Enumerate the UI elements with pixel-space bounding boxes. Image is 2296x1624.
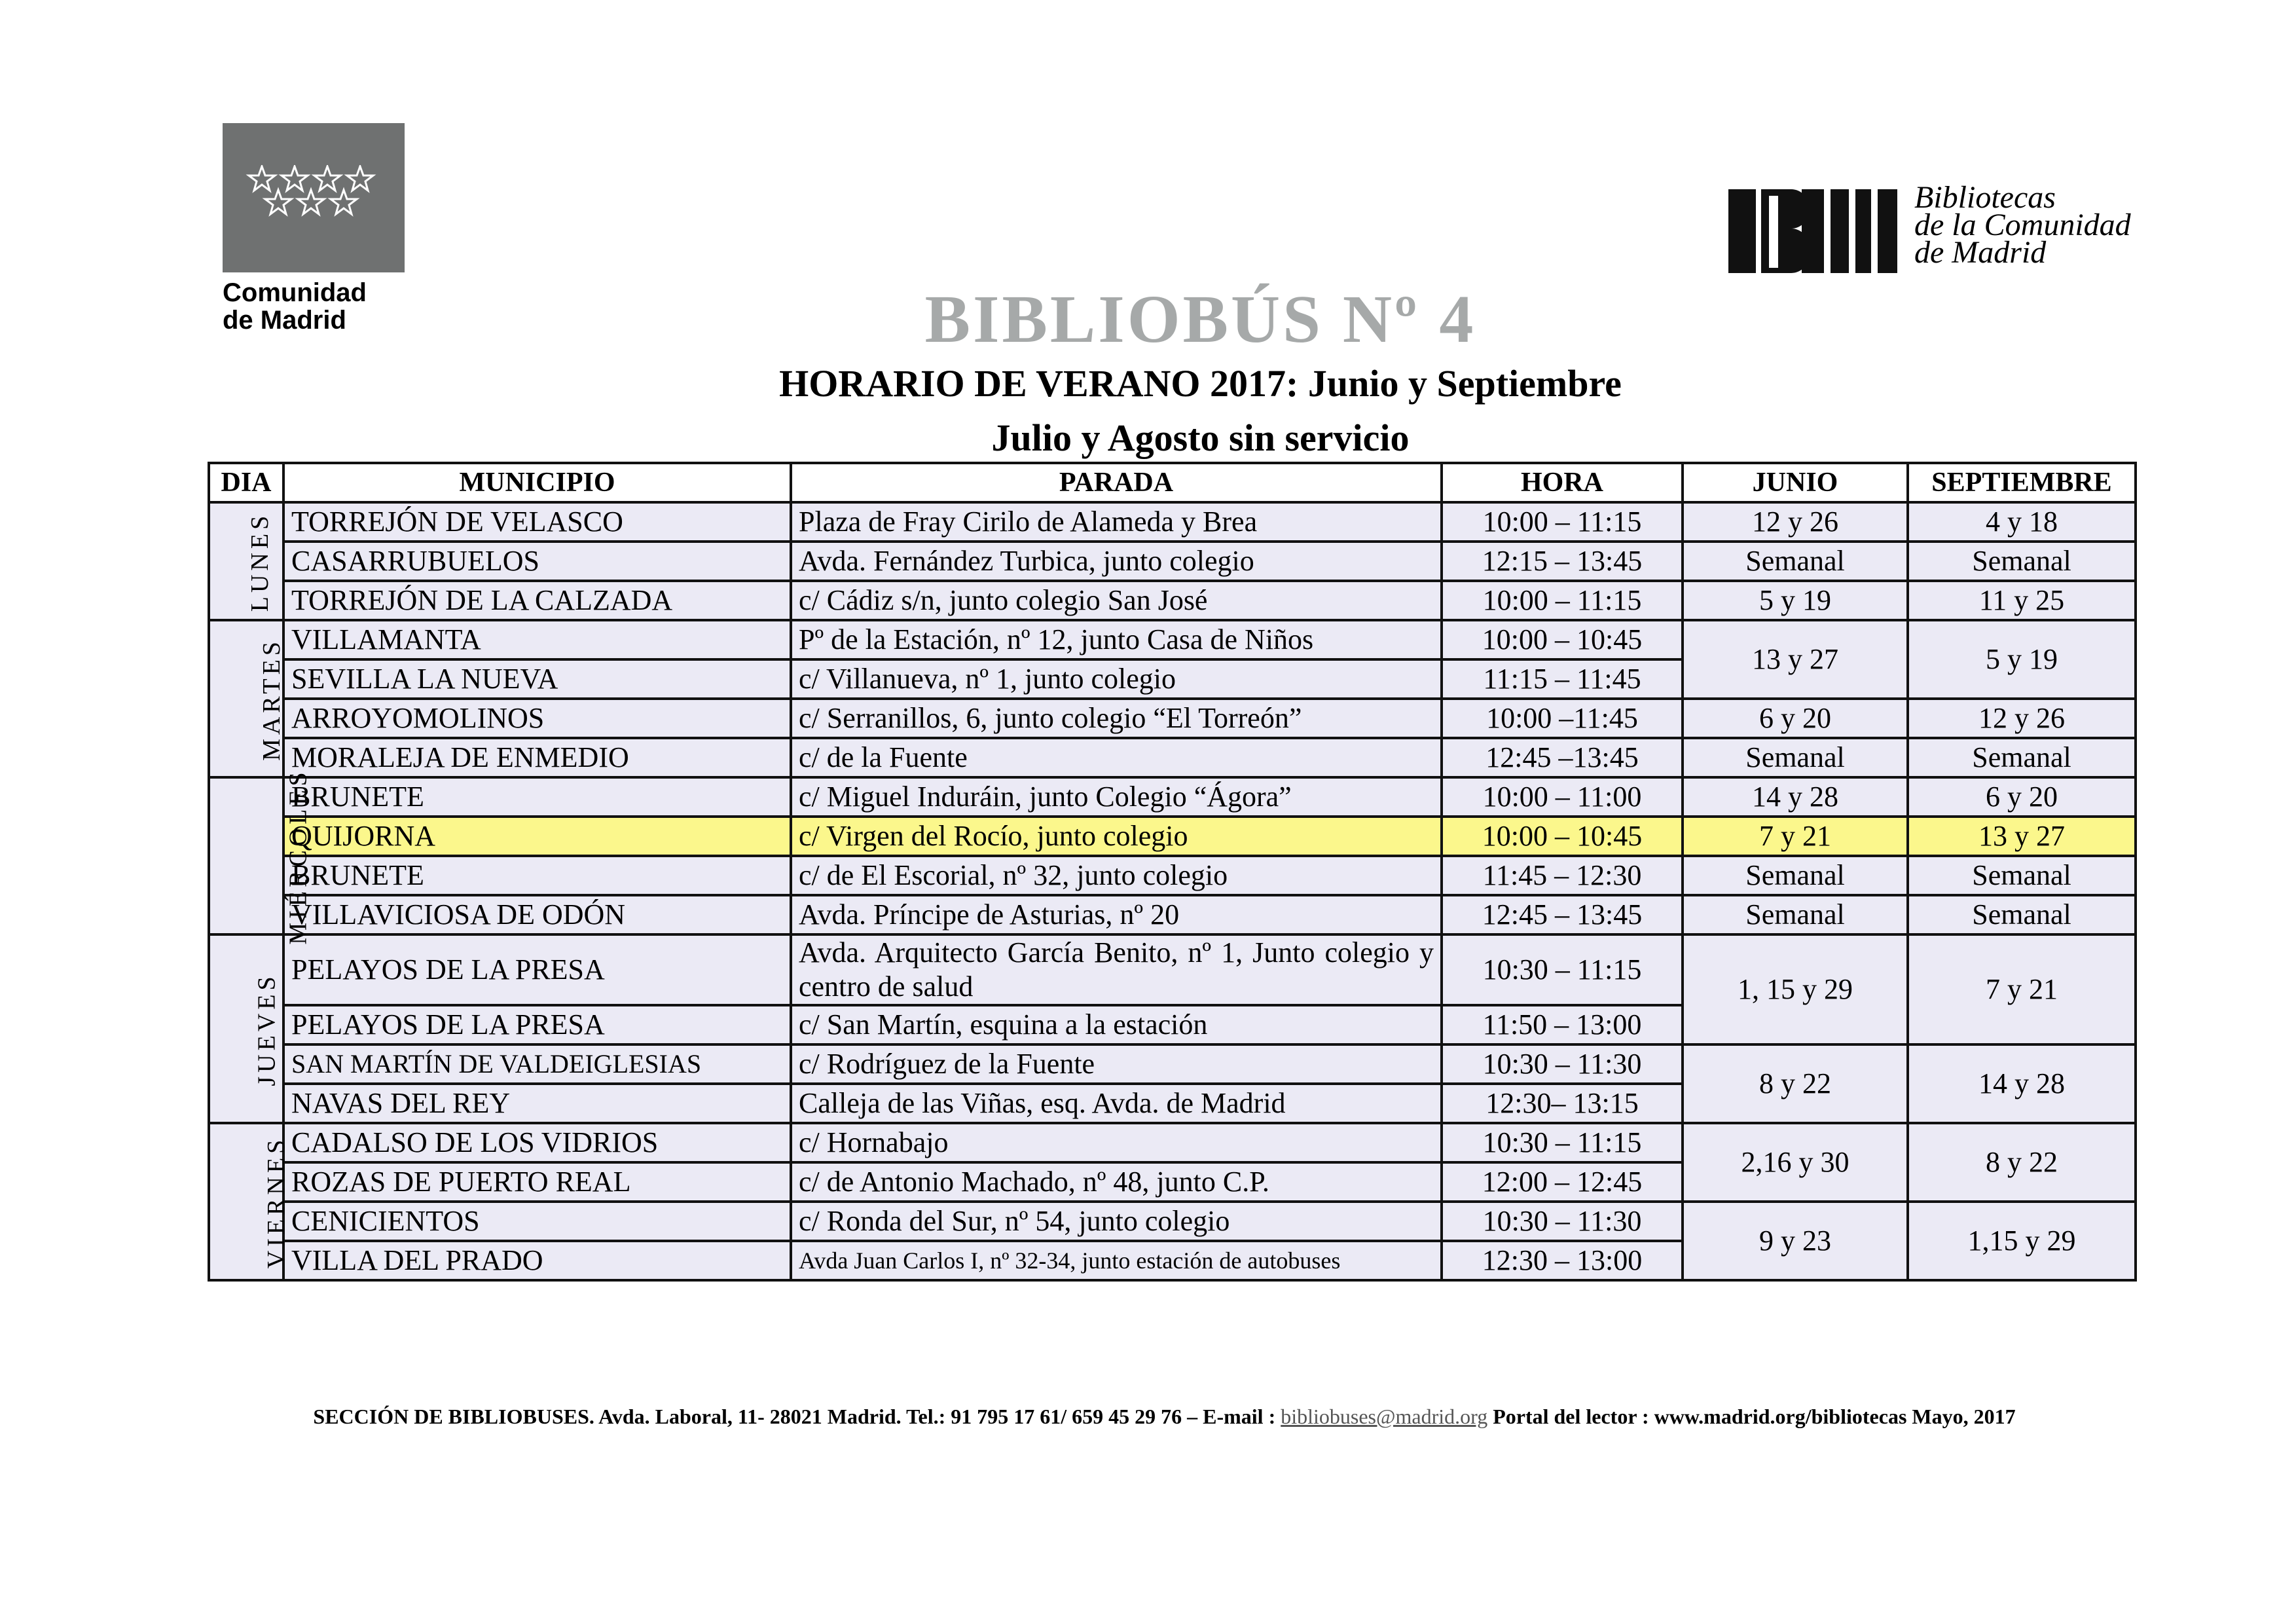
table-row bbox=[209, 620, 2136, 659]
hora-cell: 10:00 – 11:15 bbox=[1442, 581, 1683, 620]
column-header: DIA bbox=[209, 463, 283, 502]
septiembre-cell: 14 y 28 bbox=[1908, 1044, 2136, 1123]
junio-cell: 5 y 19 bbox=[1683, 581, 1908, 620]
septiembre-cell: 1,15 y 29 bbox=[1908, 1202, 2136, 1280]
brand-text bbox=[1914, 180, 2131, 270]
municipio-cell: CASARRUBUELOS bbox=[283, 542, 791, 581]
municipio-cell: SEVILLA LA NUEVA bbox=[283, 659, 791, 699]
day-cell bbox=[209, 934, 283, 1123]
hora-cell: 10:30 – 11:30 bbox=[1442, 1202, 1683, 1241]
municipio-cell: NAVAS DEL REY bbox=[283, 1084, 791, 1123]
footer bbox=[0, 1405, 2296, 1429]
table-row bbox=[209, 777, 2136, 817]
septiembre-cell: 8 y 22 bbox=[1908, 1123, 2136, 1202]
table-row bbox=[209, 738, 2136, 777]
junio-cell: 1, 15 y 29 bbox=[1683, 934, 1908, 1044]
brand-line2: de la Comunidad bbox=[1914, 208, 2131, 242]
parada-cell: c/ San Martín, esquina a la estación bbox=[791, 1005, 1442, 1044]
junio-cell: 8 y 22 bbox=[1683, 1044, 1908, 1123]
hora-cell: 12:15 – 13:45 bbox=[1442, 542, 1683, 581]
parada-cell: c/ Virgen del Rocío, junto colegio bbox=[791, 817, 1442, 856]
parada-cell: Avda. Fernández Turbica, junto colegio bbox=[791, 542, 1442, 581]
septiembre-cell: 12 y 26 bbox=[1908, 699, 2136, 738]
municipio-cell: CADALSO DE LOS VIDRIOS bbox=[283, 1123, 791, 1162]
document-title: BIBLIOBÚS Nº 4 bbox=[924, 282, 1476, 357]
parada-cell: Plaza de Fray Cirilo de Alameda y Brea bbox=[791, 502, 1442, 542]
org-name-line2: de Madrid bbox=[223, 306, 346, 335]
municipio-cell: ARROYOMOLINOS bbox=[283, 699, 791, 738]
day-cell bbox=[209, 620, 283, 777]
municipio-cell: ROZAS DE PUERTO REAL bbox=[283, 1162, 791, 1202]
hora-cell: 10:30 – 11:30 bbox=[1442, 1044, 1683, 1084]
parada-cell: Avda. Arquitecto García Benito, nº 1, Junto colegio y centro de salud bbox=[791, 934, 1442, 1005]
bibliotecas-logo bbox=[1728, 180, 2131, 278]
bibliotecas-mark-icon bbox=[1728, 187, 1899, 276]
junio-cell: 13 y 27 bbox=[1683, 620, 1908, 699]
org-name-line1: Comunidad bbox=[223, 278, 367, 307]
hora-cell: 10:00 –11:45 bbox=[1442, 699, 1683, 738]
column-header: JUNIO bbox=[1683, 463, 1908, 502]
municipio-cell: VILLAMANTA bbox=[283, 620, 791, 659]
municipio-cell: SAN MARTÍN DE VALDEIGLESIAS bbox=[283, 1044, 791, 1084]
parada-cell: c/ Cádiz s/n, junto colegio San José bbox=[791, 581, 1442, 620]
municipio-cell: PELAYOS DE LA PRESA bbox=[283, 934, 791, 1005]
day-label: JUEVES bbox=[253, 972, 281, 1086]
septiembre-cell: Semanal bbox=[1908, 895, 2136, 934]
municipio-cell: TORREJÓN DE VELASCO bbox=[283, 502, 791, 542]
column-header: SEPTIEMBRE bbox=[1908, 463, 2136, 502]
footer-section: SECCIÓN DE BIBLIOBUSES. Avda. Laboral, 11- 28021 Madrid. Tel.: 91 795 17 61/ 659 45 29 76 – E-mail : bbox=[313, 1405, 1281, 1428]
table-row bbox=[209, 502, 2136, 542]
table-row bbox=[209, 1044, 2136, 1084]
day-cell bbox=[209, 768, 312, 945]
septiembre-cell: Semanal bbox=[1908, 738, 2136, 777]
septiembre-cell: 7 y 21 bbox=[1908, 934, 2136, 1044]
brand-line3: de Madrid bbox=[1914, 235, 2047, 270]
schedule-table bbox=[208, 462, 2137, 1282]
junio-cell: 7 y 21 bbox=[1683, 817, 1908, 856]
septiembre-cell: 13 y 27 bbox=[1908, 817, 2136, 856]
table-row bbox=[209, 895, 2136, 934]
septiembre-cell: 4 y 18 bbox=[1908, 502, 2136, 542]
table-header-row bbox=[209, 463, 2136, 502]
hora-cell: 10:00 – 10:45 bbox=[1442, 620, 1683, 659]
table-row bbox=[209, 542, 2136, 581]
table-row bbox=[209, 699, 2136, 738]
municipio-cell: PELAYOS DE LA PRESA bbox=[283, 1005, 791, 1044]
parada-cell: c/ de Antonio Machado, nº 48, junto C.P. bbox=[791, 1162, 1442, 1202]
parada-cell: Avda Juan Carlos I, nº 32-34, junto estación de autobuses bbox=[791, 1241, 1442, 1280]
junio-cell: 12 y 26 bbox=[1683, 502, 1908, 542]
parada-cell: c/ Villanueva, nº 1, junto colegio bbox=[791, 659, 1442, 699]
day-cell bbox=[209, 1123, 291, 1280]
septiembre-cell: 5 y 19 bbox=[1908, 620, 2136, 699]
parada-cell: c/ de El Escorial, nº 32, junto colegio bbox=[791, 856, 1442, 895]
municipio-cell: TORREJÓN DE LA CALZADA bbox=[283, 581, 791, 620]
hora-cell: 10:00 – 11:15 bbox=[1442, 502, 1683, 542]
junio-cell: Semanal bbox=[1683, 542, 1908, 581]
municipio-cell: BRUNETE bbox=[283, 856, 791, 895]
municipio-cell: VILLAVICIOSA DE ODÓN bbox=[283, 895, 791, 934]
junio-cell: Semanal bbox=[1683, 738, 1908, 777]
hora-cell: 12:45 –13:45 bbox=[1442, 738, 1683, 777]
parada-cell: c/ Rodríguez de la Fuente bbox=[791, 1044, 1442, 1084]
hora-cell: 12:00 – 12:45 bbox=[1442, 1162, 1683, 1202]
table-row bbox=[209, 1202, 2136, 1241]
day-label: VIERNES bbox=[263, 1135, 291, 1269]
hora-cell: 12:30 – 13:00 bbox=[1442, 1241, 1683, 1280]
hora-cell: 11:50 – 13:00 bbox=[1442, 1005, 1683, 1044]
footer-email-link[interactable]: bibliobuses@madrid.org bbox=[1281, 1405, 1488, 1428]
municipio-cell: QUIJORNA bbox=[283, 817, 791, 856]
junio-cell: 14 y 28 bbox=[1683, 777, 1908, 817]
table-row bbox=[209, 856, 2136, 895]
document-subtitle-2: Julio y Agosto sin servicio bbox=[991, 416, 1410, 459]
day-label: MIÉRCOLES bbox=[284, 768, 312, 945]
table-row-highlighted bbox=[209, 817, 2136, 856]
hora-cell: 10:00 – 11:00 bbox=[1442, 777, 1683, 817]
hora-cell: 10:00 – 10:45 bbox=[1442, 817, 1683, 856]
footer-portal: Portal del lector : www.madrid.org/bibliotecas Mayo, 2017 bbox=[1487, 1405, 2016, 1428]
junio-cell: Semanal bbox=[1683, 856, 1908, 895]
parada-cell: Pº de la Estación, nº 12, junto Casa de Niños bbox=[791, 620, 1442, 659]
hora-cell: 12:30– 13:15 bbox=[1442, 1084, 1683, 1123]
hora-cell: 12:45 – 13:45 bbox=[1442, 895, 1683, 934]
hora-cell: 11:45 – 12:30 bbox=[1442, 856, 1683, 895]
septiembre-cell: 6 y 20 bbox=[1908, 777, 2136, 817]
junio-cell: 6 y 20 bbox=[1683, 699, 1908, 738]
municipio-cell: MORALEJA DE ENMEDIO bbox=[283, 738, 791, 777]
column-header: PARADA bbox=[791, 463, 1442, 502]
parada-cell: c/ Miguel Induráin, junto Colegio “Ágora” bbox=[791, 777, 1442, 817]
brand-line1: Bibliotecas bbox=[1914, 180, 2056, 215]
municipio-cell: BRUNETE bbox=[283, 777, 791, 817]
municipio-cell: CENICIENTOS bbox=[283, 1202, 791, 1241]
table-row bbox=[209, 934, 2136, 1005]
septiembre-cell: Semanal bbox=[1908, 542, 2136, 581]
madrid-flag-icon bbox=[223, 123, 405, 272]
municipio-cell: VILLA DEL PRADO bbox=[283, 1241, 791, 1280]
day-label: MARTES bbox=[257, 638, 285, 761]
table-row bbox=[209, 1123, 2136, 1162]
hora-cell: 11:15 – 11:45 bbox=[1442, 659, 1683, 699]
table-row bbox=[209, 581, 2136, 620]
column-header: HORA bbox=[1442, 463, 1683, 502]
junio-cell: Semanal bbox=[1683, 895, 1908, 934]
day-label: LUNES bbox=[246, 511, 274, 612]
parada-cell: c/ Ronda del Sur, nº 54, junto colegio bbox=[791, 1202, 1442, 1241]
junio-cell: 9 y 23 bbox=[1683, 1202, 1908, 1280]
parada-cell: c/ de la Fuente bbox=[791, 738, 1442, 777]
day-cell bbox=[209, 502, 283, 620]
hora-cell: 10:30 – 11:15 bbox=[1442, 934, 1683, 1005]
parada-cell: Calleja de las Viñas, esq. Avda. de Madrid bbox=[791, 1084, 1442, 1123]
parada-cell: Avda. Príncipe de Asturias, nº 20 bbox=[791, 895, 1442, 934]
column-header: MUNICIPIO bbox=[283, 463, 791, 502]
parada-cell: c/ Hornabajo bbox=[791, 1123, 1442, 1162]
hora-cell: 10:30 – 11:15 bbox=[1442, 1123, 1683, 1162]
septiembre-cell: Semanal bbox=[1908, 856, 2136, 895]
junio-cell: 2,16 y 30 bbox=[1683, 1123, 1908, 1202]
parada-cell: c/ Serranillos, 6, junto colegio “El Torreón” bbox=[791, 699, 1442, 738]
septiembre-cell: 11 y 25 bbox=[1908, 581, 2136, 620]
document-subtitle: HORARIO DE VERANO 2017: Junio y Septiembre bbox=[779, 362, 1622, 405]
